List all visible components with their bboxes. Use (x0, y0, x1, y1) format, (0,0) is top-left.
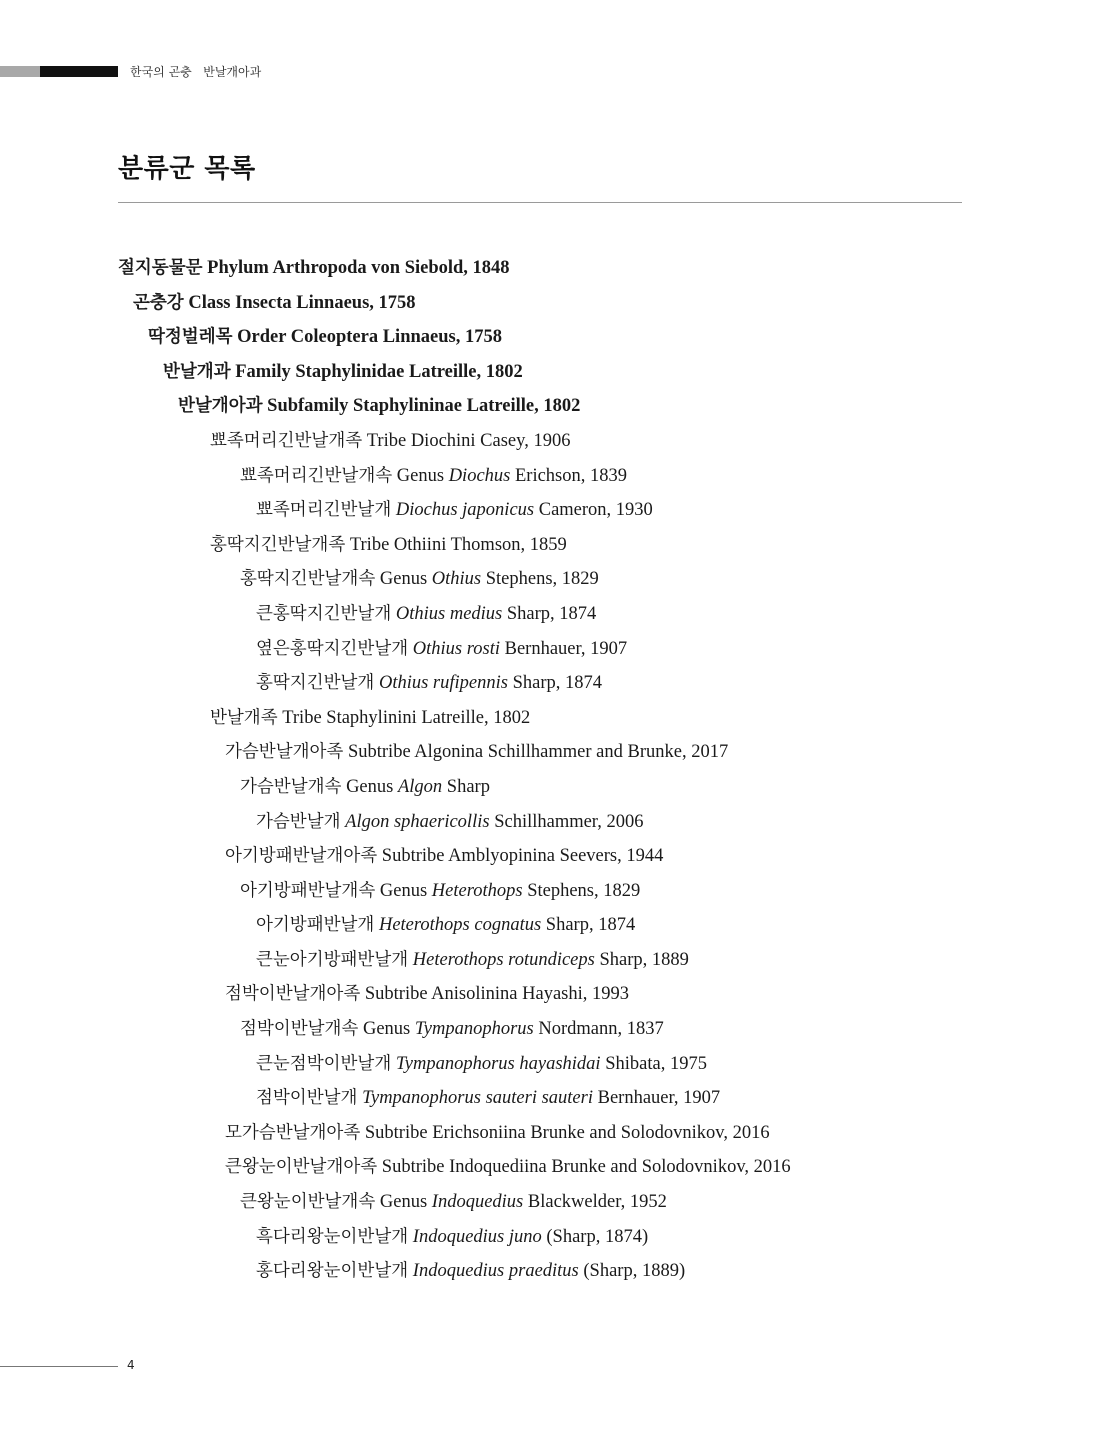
taxon-row (0, 977, 1100, 1012)
rank-and-author: Genus (379, 569, 428, 590)
taxon-row (0, 1220, 1100, 1255)
taxon-row (0, 389, 1100, 424)
rank-and-author: Family Staphylinidae Latreille, 1802 (235, 361, 523, 382)
author-year: Cameron, 1930 (538, 500, 653, 521)
page-title: 분류군 목록 (118, 154, 256, 184)
korean-name: 아기방패반날개 (256, 915, 375, 936)
taxon-row (0, 286, 1100, 321)
korean-name: 가슴반날개속 (240, 776, 342, 797)
taxon-row (0, 943, 1100, 978)
taxon-row (0, 735, 1100, 770)
author-year: Nordmann, 1837 (538, 1019, 664, 1040)
author-year: Erichson, 1839 (514, 465, 627, 486)
rank-and-author: Genus (346, 776, 394, 797)
taxon-row (0, 1185, 1100, 1220)
scientific-name: Tympanophorus sauteri sauteri (362, 1088, 593, 1109)
taxon-row (0, 1116, 1100, 1151)
taxon-row (0, 1081, 1100, 1116)
header-bar-black (40, 66, 118, 77)
author-year: Bernhauer, 1907 (597, 1088, 721, 1109)
korean-name: 큰왕눈이반날개속 (240, 1192, 376, 1213)
scientific-name: Algon sphaericollis (345, 811, 490, 832)
taxon-row (0, 1254, 1100, 1289)
scientific-name: Algon (397, 776, 443, 797)
korean-name: 가슴반날개아족 (225, 742, 344, 763)
scientific-name: Heterothops rotundiceps (412, 949, 595, 970)
author-year: Stephens, 1829 (527, 880, 641, 901)
rank-and-author: Subtribe Amblyopinina Seevers, 1944 (381, 846, 664, 867)
author-year: Bernhauer, 1907 (504, 638, 628, 659)
taxon-row (0, 320, 1100, 355)
scientific-name: Othius rufipennis (378, 673, 508, 694)
korean-name: 점박이반날개 (256, 1088, 358, 1109)
korean-name: 반날개아과 (178, 396, 263, 417)
rank-and-author: Tribe Othiini Thomson, 1859 (349, 534, 567, 555)
scientific-name: Indoquedius praeditus (412, 1261, 579, 1282)
korean-name: 아기방패반날개속 (240, 880, 376, 901)
korean-name: 아기방패반날개아족 (225, 846, 378, 867)
rank-and-author: Subfamily Staphylininae Latreille, 1802 (267, 396, 581, 417)
author-year: Blackwelder, 1952 (527, 1192, 667, 1213)
taxon-row (0, 424, 1100, 459)
author-year: Sharp, 1874 (506, 603, 597, 624)
rank-and-author: Subtribe Algonina Schillhammer and Brunke, 2017 (347, 742, 729, 763)
taxon-row (0, 562, 1100, 597)
korean-name: 점박이반날개아족 (225, 984, 361, 1005)
taxon-row (0, 528, 1100, 563)
author-year: Stephens, 1829 (485, 569, 599, 590)
author-year: Sharp (446, 776, 490, 797)
taxon-row (0, 459, 1100, 494)
korean-name: 옆은홍딱지긴반날개 (256, 638, 409, 659)
rank-and-author: Order Coleoptera Linnaeus, 1758 (237, 327, 502, 348)
korean-name: 홍딱지긴반날개족 (210, 534, 346, 555)
scientific-name: Tympanophorus (414, 1019, 534, 1040)
running-header (130, 63, 261, 80)
scientific-name: Indoquedius juno (412, 1226, 542, 1247)
korean-name: 뾰족머리긴반날개족 (210, 430, 363, 451)
author-year: (Sharp, 1889) (583, 1261, 686, 1282)
korean-name: 큰홍딱지긴반날개 (256, 603, 392, 624)
korean-name: 흑다리왕눈이반날개 (256, 1226, 409, 1247)
taxon-row (0, 770, 1100, 805)
taxon-row (0, 1047, 1100, 1082)
taxon-row (0, 908, 1100, 943)
korean-name: 뾰족머리긴반날개 (256, 500, 392, 521)
rank-and-author: Genus (362, 1019, 411, 1040)
taxon-row (0, 597, 1100, 632)
rank-and-author: Subtribe Anisolinina Hayashi, 1993 (364, 984, 629, 1005)
scientific-name: Tympanophorus hayashidai (395, 1053, 601, 1074)
rank-and-author: Subtribe Indoquediina Brunke and Solodovnikov, 2016 (381, 1157, 791, 1178)
scientific-name: Indoquedius (431, 1192, 524, 1213)
scientific-name: Diochus (448, 465, 511, 486)
taxon-row (0, 1012, 1100, 1047)
korean-name: 큰왕눈이반날개아족 (225, 1157, 378, 1178)
title-divider (118, 202, 962, 203)
taxon-row (0, 1150, 1100, 1185)
taxon-row (0, 632, 1100, 667)
scientific-name: Heterothops cognatus (378, 915, 542, 936)
page-number: 4 (127, 1358, 135, 1372)
scientific-name: Othius rosti (412, 638, 500, 659)
korean-name: 큰눈아기방패반날개 (256, 949, 409, 970)
footer-rule (0, 1366, 118, 1367)
taxon-list (0, 251, 1100, 1289)
korean-name: 곤충강 (133, 292, 184, 313)
rank-and-author: Tribe Staphylinini Latreille, 1802 (282, 707, 531, 728)
rank-and-author: Phylum Arthropoda von Siebold, 1848 (207, 258, 510, 278)
korean-name: 홍다리왕눈이반날개 (256, 1261, 409, 1282)
korean-name: 반날개과 (163, 361, 231, 382)
rank-and-author: Genus (379, 880, 428, 901)
author-year: Shibata, 1975 (605, 1053, 707, 1074)
header-section: 한국의 곤충 (130, 65, 192, 79)
korean-name: 반날개족 (210, 707, 278, 728)
scientific-name: Diochus japonicus (395, 500, 535, 521)
taxon-row (0, 251, 1100, 286)
korean-name: 홍딱지긴반날개속 (240, 569, 376, 590)
taxon-row (0, 839, 1100, 874)
taxon-row (0, 493, 1100, 528)
rank-and-author: Genus (379, 1192, 428, 1213)
korean-name: 홍딱지긴반날개 (256, 673, 375, 694)
korean-name: 모가슴반날개아족 (225, 1122, 361, 1143)
author-year: Sharp, 1889 (599, 949, 689, 970)
header-bar-gray (0, 66, 40, 77)
taxon-row (0, 355, 1100, 390)
scientific-name: Othius medius (395, 603, 503, 624)
korean-name: 딱정벌레목 (148, 327, 233, 348)
scientific-name: Othius (431, 569, 482, 590)
taxon-row (0, 666, 1100, 701)
rank-and-author: Class Insecta Linnaeus, 1758 (188, 292, 416, 313)
rank-and-author: Tribe Diochini Casey, 1906 (366, 430, 571, 451)
korean-name: 뾰족머리긴반날개속 (240, 465, 393, 486)
taxon-row (0, 874, 1100, 909)
author-year: Sharp, 1874 (512, 673, 603, 694)
taxon-row (0, 701, 1100, 736)
author-year: Schillhammer, 2006 (494, 811, 644, 832)
taxon-row (0, 805, 1100, 840)
korean-name: 가슴반날개 (256, 811, 341, 832)
korean-name: 절지동물문 (118, 258, 203, 278)
rank-and-author: Genus (396, 465, 445, 486)
author-year: (Sharp, 1874) (546, 1226, 649, 1247)
scientific-name: Heterothops (431, 880, 523, 901)
author-year: Sharp, 1874 (545, 915, 636, 936)
rank-and-author: Subtribe Erichsoniina Brunke and Solodovnikov, 2016 (364, 1122, 770, 1143)
korean-name: 큰눈점박이반날개 (256, 1053, 392, 1074)
header-subsection: 반날개아과 (203, 65, 262, 79)
korean-name: 점박이반날개속 (240, 1019, 359, 1040)
